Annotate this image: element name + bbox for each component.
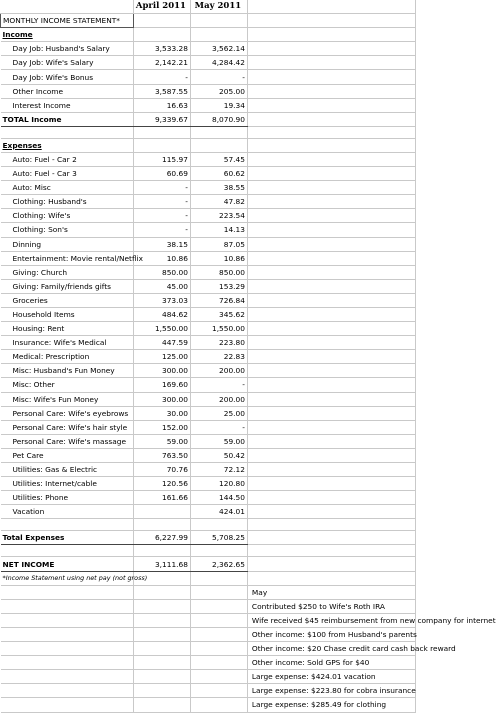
cell[interactable]: [1, 684, 134, 698]
expense-may-value[interactable]: 50.42: [190, 448, 247, 462]
cell[interactable]: [1, 613, 134, 627]
expense-label[interactable]: Misc: Other: [1, 378, 134, 392]
cell[interactable]: [247, 545, 415, 557]
cell[interactable]: [133, 545, 190, 557]
expense-row: [1, 463, 416, 477]
note-text[interactable]: Contributed $250 to Wife's Roth IRA: [247, 599, 415, 613]
note-row: [1, 670, 416, 684]
expense-label[interactable]: Clothing: Son's: [1, 223, 134, 237]
expense-row: [1, 477, 416, 491]
expense-label[interactable]: Misc: Wife's Fun Money: [1, 392, 134, 406]
expense-april-value[interactable]: 300.00: [133, 392, 190, 406]
expense-may-value[interactable]: 200.00: [190, 364, 247, 378]
expense-row: [1, 392, 416, 406]
cell[interactable]: [1, 627, 134, 641]
expense-april-value[interactable]: 169.60: [133, 378, 190, 392]
expense-label[interactable]: Personal Care: Wife's massage: [1, 434, 134, 448]
income-april-value[interactable]: -: [133, 70, 190, 84]
expense-may-value[interactable]: 424.01: [190, 505, 247, 519]
expense-label[interactable]: Dinning: [1, 237, 134, 251]
expense-may-value[interactable]: 345.62: [190, 307, 247, 321]
expense-row: [1, 293, 416, 307]
income-label[interactable]: Other Income: [1, 84, 134, 98]
income-label[interactable]: Interest Income: [1, 98, 134, 112]
expense-may-value[interactable]: 87.05: [190, 237, 247, 251]
expense-may-value[interactable]: 223.54: [190, 209, 247, 223]
income-april-value[interactable]: 16.63: [133, 98, 190, 112]
expense-april-value[interactable]: 120.56: [133, 477, 190, 491]
expense-row: [1, 237, 416, 251]
total-income-april[interactable]: 9,339.67: [133, 112, 190, 126]
note-text[interactable]: Other income: Sold GPS for $40: [247, 656, 415, 670]
expense-april-value[interactable]: 763.50: [133, 448, 190, 462]
expense-may-value[interactable]: 72.12: [190, 463, 247, 477]
note-row: [1, 642, 416, 656]
cell[interactable]: [190, 571, 247, 585]
column-header-may[interactable]: May 2011: [190, 0, 247, 14]
cell[interactable]: [133, 519, 190, 531]
expense-april-value[interactable]: 30.00: [133, 406, 190, 420]
cell[interactable]: [190, 14, 247, 28]
income-row: [1, 98, 416, 112]
cell[interactable]: [133, 14, 190, 28]
cell[interactable]: [247, 112, 415, 126]
income-may-value[interactable]: 4,284.42: [190, 56, 247, 70]
expense-label[interactable]: Pet Care: [1, 448, 134, 462]
expense-april-value[interactable]: 38.15: [133, 237, 190, 251]
expense-april-value[interactable]: 161.66: [133, 491, 190, 505]
cell[interactable]: [247, 279, 415, 293]
cell[interactable]: [190, 599, 247, 613]
cell[interactable]: [247, 126, 415, 138]
expense-april-value[interactable]: 115.97: [133, 152, 190, 166]
expense-april-value[interactable]: 484.62: [133, 307, 190, 321]
expense-may-value[interactable]: 59.00: [190, 434, 247, 448]
expense-may-value[interactable]: 850.00: [190, 265, 247, 279]
income-row: [1, 70, 416, 84]
expense-label[interactable]: Auto: Fuel - Car 2: [1, 152, 134, 166]
cell[interactable]: [133, 627, 190, 641]
cell[interactable]: [190, 642, 247, 656]
note-row: [1, 627, 416, 641]
spacer-row: [1, 545, 416, 557]
cell[interactable]: [247, 138, 415, 152]
cell[interactable]: [1, 126, 134, 138]
cell[interactable]: [1, 599, 134, 613]
total-expenses-row: [1, 531, 416, 545]
expense-row: [1, 223, 416, 237]
cell[interactable]: [190, 670, 247, 684]
expense-row: [1, 279, 416, 293]
income-label[interactable]: Day Job: Wife's Bonus: [1, 70, 134, 84]
column-header-april[interactable]: April 2011: [133, 0, 190, 14]
expense-row: [1, 195, 416, 209]
expense-label[interactable]: Misc: Husband's Fun Money: [1, 364, 134, 378]
header-row: [1, 0, 416, 14]
expense-label[interactable]: Utilities: Phone: [1, 491, 134, 505]
cell[interactable]: [247, 519, 415, 531]
income-may-value[interactable]: 205.00: [190, 84, 247, 98]
cell[interactable]: [1, 642, 134, 656]
income-label[interactable]: Day Job: Wife's Salary: [1, 56, 134, 70]
expense-label[interactable]: Giving: Church: [1, 265, 134, 279]
expense-may-value[interactable]: 47.82: [190, 195, 247, 209]
cell[interactable]: [247, 152, 415, 166]
expense-row: [1, 364, 416, 378]
note-text[interactable]: Large expense: $424.01 vacation: [247, 670, 415, 684]
cell[interactable]: [247, 98, 415, 112]
cell[interactable]: [247, 350, 415, 364]
cell[interactable]: [247, 491, 415, 505]
cell[interactable]: [133, 585, 190, 599]
cell[interactable]: [133, 642, 190, 656]
cell[interactable]: [133, 670, 190, 684]
statement-title[interactable]: MONTHLY INCOME STATEMENT*: [1, 14, 134, 28]
expense-april-value[interactable]: 1,550.00: [133, 322, 190, 336]
expense-may-value[interactable]: 223.80: [190, 336, 247, 350]
cell[interactable]: [247, 531, 415, 545]
cell[interactable]: [190, 519, 247, 531]
cell[interactable]: [247, 406, 415, 420]
expense-row: [1, 420, 416, 434]
income-label[interactable]: Day Job: Husband's Salary: [1, 42, 134, 56]
expense-may-value[interactable]: 1,550.00: [190, 322, 247, 336]
cell[interactable]: [247, 322, 415, 336]
cell[interactable]: [247, 505, 415, 519]
expense-april-value[interactable]: -: [133, 181, 190, 195]
note-text[interactable]: Other income: $100 from Husband's parents: [247, 627, 415, 641]
expense-label[interactable]: Giving: Family/friends gifts: [1, 279, 134, 293]
expense-may-value[interactable]: 153.29: [190, 279, 247, 293]
expense-may-value[interactable]: 25.00: [190, 406, 247, 420]
expense-label[interactable]: Auto: Fuel - Car 3: [1, 167, 134, 181]
net-income-row: [1, 557, 416, 571]
cell[interactable]: [247, 307, 415, 321]
net-income-label[interactable]: NET INCOME: [1, 557, 134, 571]
cell[interactable]: [247, 167, 415, 181]
cell[interactable]: [1, 585, 134, 599]
cell[interactable]: [133, 28, 190, 42]
total-expenses-label[interactable]: Total Expenses: [1, 531, 134, 545]
spacer-row: [1, 519, 416, 531]
expense-april-value[interactable]: -: [133, 195, 190, 209]
expense-may-value[interactable]: 10.86: [190, 251, 247, 265]
income-heading[interactable]: Income: [1, 28, 134, 42]
cell[interactable]: [190, 585, 247, 599]
note-text[interactable]: Large expense: $223.80 for cobra insurance: [247, 684, 415, 698]
expense-may-value[interactable]: 144.50: [190, 491, 247, 505]
expense-label[interactable]: Housing: Rent: [1, 322, 134, 336]
cell[interactable]: [247, 28, 415, 42]
expense-april-value[interactable]: 10.86: [133, 251, 190, 265]
expenses-heading-row: [1, 138, 416, 152]
cell[interactable]: [133, 656, 190, 670]
income-may-value[interactable]: -: [190, 70, 247, 84]
cell[interactable]: [1, 670, 134, 684]
cell[interactable]: [1, 545, 134, 557]
footnote[interactable]: *Income Statement using net pay (not gross): [1, 571, 134, 585]
note-row: [1, 613, 416, 627]
expense-row: [1, 265, 416, 279]
expense-row: [1, 251, 416, 265]
cell[interactable]: [247, 557, 415, 571]
expense-april-value[interactable]: 850.00: [133, 265, 190, 279]
expense-row: [1, 336, 416, 350]
notes-heading-row: [1, 585, 416, 599]
expense-label[interactable]: Utilities: Internet/cable: [1, 477, 134, 491]
expense-row: [1, 505, 416, 519]
expense-april-value[interactable]: 300.00: [133, 364, 190, 378]
cell[interactable]: [247, 195, 415, 209]
expense-label[interactable]: Groceries: [1, 293, 134, 307]
cell[interactable]: [133, 684, 190, 698]
cell[interactable]: [247, 434, 415, 448]
cell[interactable]: [1, 519, 134, 531]
expense-label[interactable]: Clothing: Husband's: [1, 195, 134, 209]
cell[interactable]: [190, 613, 247, 627]
cell[interactable]: [247, 293, 415, 307]
expense-label[interactable]: Auto: Misc: [1, 181, 134, 195]
expense-april-value[interactable]: -: [133, 209, 190, 223]
expense-april-value[interactable]: 59.00: [133, 434, 190, 448]
expense-row: [1, 350, 416, 364]
income-may-value[interactable]: 19.34: [190, 98, 247, 112]
expense-label[interactable]: Personal Care: Wife's eyebrows: [1, 406, 134, 420]
cell[interactable]: [133, 599, 190, 613]
cell[interactable]: [247, 420, 415, 434]
cell[interactable]: [190, 698, 247, 712]
note-row: [1, 656, 416, 670]
expense-april-value[interactable]: 70.76: [133, 463, 190, 477]
expense-april-value[interactable]: 152.00: [133, 420, 190, 434]
cell[interactable]: [247, 181, 415, 195]
expense-row: [1, 167, 416, 181]
expense-row: [1, 378, 416, 392]
note-row: [1, 698, 416, 712]
income-april-value[interactable]: 3,587.55: [133, 84, 190, 98]
cell[interactable]: [247, 223, 415, 237]
expense-label[interactable]: Insurance: Wife's Medical: [1, 336, 134, 350]
cell[interactable]: [133, 613, 190, 627]
cell[interactable]: [190, 138, 247, 152]
expense-label[interactable]: Household Items: [1, 307, 134, 321]
cell[interactable]: [247, 571, 415, 585]
expense-label[interactable]: Vacation: [1, 505, 134, 519]
expense-label[interactable]: Medical: Prescription: [1, 350, 134, 364]
expense-may-value[interactable]: 120.80: [190, 477, 247, 491]
expenses-heading[interactable]: Expenses: [1, 138, 134, 152]
income-row: [1, 84, 416, 98]
cell[interactable]: [247, 477, 415, 491]
expense-april-value[interactable]: 447.59: [133, 336, 190, 350]
cell[interactable]: [247, 0, 415, 14]
income-row: [1, 56, 416, 70]
cell[interactable]: [247, 364, 415, 378]
expense-april-value[interactable]: -: [133, 223, 190, 237]
expense-may-value[interactable]: 22.83: [190, 350, 247, 364]
income-may-value[interactable]: 3,562.14: [190, 42, 247, 56]
cell[interactable]: [190, 28, 247, 42]
cell[interactable]: [247, 251, 415, 265]
expense-april-value[interactable]: [133, 505, 190, 519]
cell[interactable]: [133, 698, 190, 712]
expense-row: [1, 209, 416, 223]
cell[interactable]: [247, 378, 415, 392]
cell[interactable]: [133, 138, 190, 152]
cell[interactable]: [247, 56, 415, 70]
cell[interactable]: [247, 14, 415, 28]
cell[interactable]: [247, 209, 415, 223]
expense-row: [1, 307, 416, 321]
note-text[interactable]: Wife received $45 reimbursement from new company for internet: [247, 613, 415, 627]
spacer-row: [1, 126, 416, 138]
income-april-value[interactable]: 2,142.21: [133, 56, 190, 70]
expense-row: [1, 152, 416, 166]
expense-row: [1, 322, 416, 336]
total-income-may[interactable]: 8,070.90: [190, 112, 247, 126]
note-row: [1, 684, 416, 698]
notes-heading[interactable]: May: [247, 585, 415, 599]
expense-row: [1, 406, 416, 420]
cell[interactable]: [1, 698, 134, 712]
expense-row: [1, 181, 416, 195]
cell[interactable]: [247, 463, 415, 477]
expense-may-value[interactable]: 726.84: [190, 293, 247, 307]
net-income-may[interactable]: 2,362.65: [190, 557, 247, 571]
expense-april-value[interactable]: 125.00: [133, 350, 190, 364]
cell[interactable]: [190, 545, 247, 557]
expense-row: [1, 491, 416, 505]
expense-may-value[interactable]: 57.45: [190, 152, 247, 166]
income-heading-row: [1, 28, 416, 42]
expense-row: [1, 448, 416, 462]
expense-april-value[interactable]: 45.00: [133, 279, 190, 293]
cell[interactable]: [133, 126, 190, 138]
note-text[interactable]: Large expense: $285.49 for clothing: [247, 698, 415, 712]
expense-row: [1, 434, 416, 448]
expense-may-value[interactable]: -: [190, 378, 247, 392]
cell[interactable]: [190, 627, 247, 641]
cell[interactable]: [247, 265, 415, 279]
expense-label[interactable]: Personal Care: Wife's hair style: [1, 420, 134, 434]
cell[interactable]: [247, 237, 415, 251]
expense-label[interactable]: Entertainment: Movie rental/Netflix: [1, 251, 134, 265]
cell[interactable]: [190, 684, 247, 698]
total-income-label[interactable]: TOTAL Income: [1, 112, 134, 126]
note-row: [1, 599, 416, 613]
cell[interactable]: [247, 392, 415, 406]
expense-may-value[interactable]: 60.62: [190, 167, 247, 181]
expense-may-value[interactable]: 38.55: [190, 181, 247, 195]
total-expenses-april[interactable]: 6,227.99: [133, 531, 190, 545]
footnote-row: [1, 571, 416, 585]
expense-may-value[interactable]: 200.00: [190, 392, 247, 406]
expense-label[interactable]: Clothing: Wife's: [1, 209, 134, 223]
total-income-row: [1, 112, 416, 126]
cell[interactable]: [247, 42, 415, 56]
expense-april-value[interactable]: 373.03: [133, 293, 190, 307]
cell[interactable]: [247, 70, 415, 84]
expense-may-value[interactable]: -: [190, 420, 247, 434]
cell[interactable]: [1, 0, 134, 14]
income-row: [1, 42, 416, 56]
cell[interactable]: [247, 448, 415, 462]
expense-label[interactable]: Utilities: Gas & Electric: [1, 463, 134, 477]
cell[interactable]: [190, 656, 247, 670]
expense-may-value[interactable]: 14.13: [190, 223, 247, 237]
income-april-value[interactable]: 3,533.28: [133, 42, 190, 56]
cell[interactable]: [247, 84, 415, 98]
title-row: [1, 14, 416, 28]
total-expenses-may[interactable]: 5,708.25: [190, 531, 247, 545]
expense-april-value[interactable]: 60.69: [133, 167, 190, 181]
cell[interactable]: [190, 126, 247, 138]
cell[interactable]: [247, 336, 415, 350]
note-text[interactable]: Other income: $20 Chase credit card cash back reward: [247, 642, 415, 656]
net-income-april[interactable]: 3,111.68: [133, 557, 190, 571]
cell[interactable]: [1, 656, 134, 670]
